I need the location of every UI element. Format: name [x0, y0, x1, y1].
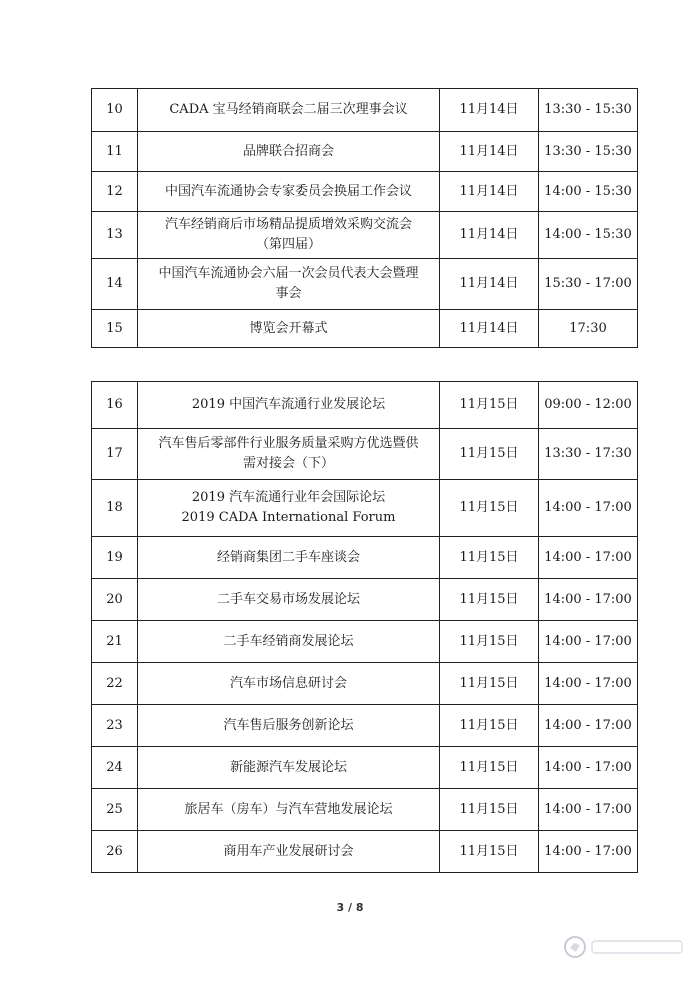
- row-number-cell: 14: [92, 259, 138, 310]
- meeting-date-cell: 11月15日: [440, 429, 539, 480]
- row-number-cell: 11: [92, 132, 138, 172]
- meeting-name-cell: 二手车交易市场发展论坛: [138, 579, 440, 621]
- row-number-cell: 21: [92, 621, 138, 663]
- table-row: [92, 259, 638, 310]
- meeting-time-cell: 14:00 - 17:00: [539, 579, 638, 621]
- meeting-time-cell: 14:00 - 17:00: [539, 480, 638, 537]
- schedule-table-part-1: [91, 88, 638, 348]
- meeting-date-cell: 11月14日: [440, 310, 539, 348]
- row-number-cell: 22: [92, 663, 138, 705]
- watermark-logo-icon: [560, 932, 690, 962]
- table-row: [92, 480, 638, 537]
- meeting-date-cell: 11月15日: [440, 480, 539, 537]
- meeting-time-cell: 14:00 - 17:00: [539, 621, 638, 663]
- table-row: [92, 831, 638, 873]
- table-row: [92, 132, 638, 172]
- meeting-date-cell: 11月15日: [440, 831, 539, 873]
- table-row: [92, 172, 638, 212]
- row-number-cell: 24: [92, 747, 138, 789]
- meeting-name-cell: 中国汽车流通协会专家委员会换届工作会议: [138, 172, 440, 212]
- row-number-cell: 20: [92, 579, 138, 621]
- row-number-cell: 23: [92, 705, 138, 747]
- row-number-cell: 18: [92, 480, 138, 537]
- row-number-cell: 25: [92, 789, 138, 831]
- meeting-date-cell: 11月14日: [440, 132, 539, 172]
- meeting-name-cell: CADA 宝马经销商联会二届三次理事会议: [138, 89, 440, 132]
- meeting-name-cell: 汽车市场信息研讨会: [138, 663, 440, 705]
- meeting-time-cell: 13:30 - 15:30: [539, 132, 638, 172]
- meeting-name-cell: 2019 汽车流通行业年会国际论坛 2019 CADA International Forum: [138, 480, 440, 537]
- meeting-time-cell: 14:00 - 17:00: [539, 663, 638, 705]
- row-number-cell: 26: [92, 831, 138, 873]
- meeting-name-cell: 汽车经销商后市场精品提质增效采购交流会 （第四届）: [138, 212, 440, 259]
- meeting-date-cell: 11月15日: [440, 579, 539, 621]
- meeting-time-cell: 13:30 - 17:30: [539, 429, 638, 480]
- table-row: [92, 663, 638, 705]
- meeting-time-cell: 17:30: [539, 310, 638, 348]
- meeting-date-cell: 11月15日: [440, 663, 539, 705]
- meeting-date-cell: 11月14日: [440, 172, 539, 212]
- row-number-cell: 12: [92, 172, 138, 212]
- page-number: 3 / 8: [336, 901, 364, 914]
- table-row: [92, 705, 638, 747]
- meeting-time-cell: 09:00 - 12:00: [539, 382, 638, 429]
- table-row: [92, 429, 638, 480]
- meeting-time-cell: 14:00 - 15:30: [539, 212, 638, 259]
- meeting-time-cell: 14:00 - 17:00: [539, 789, 638, 831]
- meeting-date-cell: 11月15日: [440, 705, 539, 747]
- meeting-name-cell: 中国汽车流通协会六届一次会员代表大会暨理 事会: [138, 259, 440, 310]
- row-number-cell: 16: [92, 382, 138, 429]
- meeting-name-cell: 旅居车（房车）与汽车营地发展论坛: [138, 789, 440, 831]
- row-number-cell: 15: [92, 310, 138, 348]
- table-row: [92, 621, 638, 663]
- meeting-name-cell: 经销商集团二手车座谈会: [138, 537, 440, 579]
- meeting-time-cell: 14:00 - 17:00: [539, 747, 638, 789]
- meeting-date-cell: 11月14日: [440, 89, 539, 132]
- table-row: [92, 382, 638, 429]
- table-row: [92, 89, 638, 132]
- meeting-name-cell: 汽车售后服务创新论坛: [138, 705, 440, 747]
- row-number-cell: 19: [92, 537, 138, 579]
- meeting-name-cell: 2019 中国汽车流通行业发展论坛: [138, 382, 440, 429]
- table-row: [92, 747, 638, 789]
- meeting-time-cell: 14:00 - 17:00: [539, 705, 638, 747]
- meeting-date-cell: 11月15日: [440, 382, 539, 429]
- meeting-date-cell: 11月15日: [440, 747, 539, 789]
- meeting-date-cell: 11月15日: [440, 537, 539, 579]
- meeting-time-cell: 15:30 - 17:00: [539, 259, 638, 310]
- meeting-time-cell: 13:30 - 15:30: [539, 89, 638, 132]
- table-row: [92, 579, 638, 621]
- row-number-cell: 10: [92, 89, 138, 132]
- meeting-time-cell: 14:00 - 15:30: [539, 172, 638, 212]
- row-number-cell: 13: [92, 212, 138, 259]
- meeting-name-cell: 品牌联合招商会: [138, 132, 440, 172]
- table-row: [92, 212, 638, 259]
- table-row: [92, 537, 638, 579]
- meeting-date-cell: 11月15日: [440, 789, 539, 831]
- table-row: [92, 310, 638, 348]
- meeting-name-cell: 汽车售后零部件行业服务质量采购方优选暨供 需对接会（下）: [138, 429, 440, 480]
- meeting-name-cell: 新能源汽车发展论坛: [138, 747, 440, 789]
- table-row: [92, 789, 638, 831]
- meeting-name-cell: 二手车经销商发展论坛: [138, 621, 440, 663]
- meeting-date-cell: 11月14日: [440, 259, 539, 310]
- meeting-time-cell: 14:00 - 17:00: [539, 537, 638, 579]
- meeting-name-cell: 博览会开幕式: [138, 310, 440, 348]
- schedule-table-part-2: [91, 381, 638, 873]
- meeting-date-cell: 11月15日: [440, 621, 539, 663]
- meeting-name-cell: 商用车产业发展研讨会: [138, 831, 440, 873]
- meeting-date-cell: 11月14日: [440, 212, 539, 259]
- row-number-cell: 17: [92, 429, 138, 480]
- meeting-time-cell: 14:00 - 17:00: [539, 831, 638, 873]
